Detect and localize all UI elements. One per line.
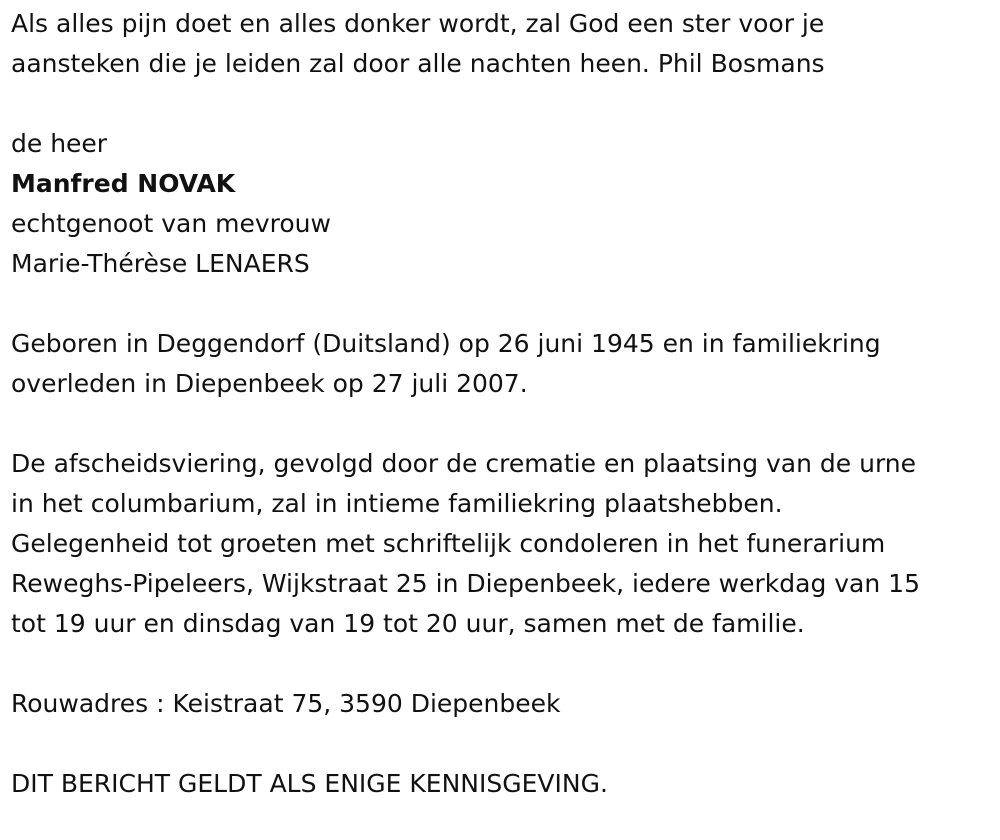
spacer xyxy=(11,404,991,444)
ceremony-line-1: De afscheidsviering, gevolgd door de crematie en plaatsing van de urne xyxy=(11,449,917,478)
mourning-address: Rouwadres : Keistraat 75, 3590 Diepenbeek xyxy=(11,689,561,718)
deceased-name: Manfred NOVAK xyxy=(11,169,236,198)
spacer xyxy=(11,724,991,764)
notice-text: DIT BERICHT GELDT ALS ENIGE KENNISGEVING. xyxy=(11,769,608,798)
ceremony-line-5: tot 19 uur en dinsdag van 19 tot 20 uur, samen met de familie. xyxy=(11,609,805,638)
ceremony-line-2: in het columbarium, zal in intieme familiekring plaatshebben. xyxy=(11,489,783,518)
spacer xyxy=(11,644,991,684)
quote-line-2: aansteken die je leiden zal door alle nachten heen. Phil Bosmans xyxy=(11,49,825,78)
spacer xyxy=(11,284,991,324)
birth-death-line-1: Geboren in Deggendorf (Duitsland) op 26 juni 1945 en in familiekring xyxy=(11,329,881,358)
relation-text: echtgenoot van mevrouw xyxy=(11,209,331,238)
obituary-document xyxy=(11,4,991,804)
spacer xyxy=(11,84,991,124)
quote-line-1: Als alles pijn doet en alles donker wordt, zal God een ster voor je xyxy=(11,9,825,38)
spouse-name: Marie-Thérèse LENAERS xyxy=(11,249,310,278)
ceremony-line-4: Reweghs-Pipeleers, Wijkstraat 25 in Diepenbeek, iedere werkdag van 15 xyxy=(11,569,920,598)
ceremony-line-3: Gelegenheid tot groeten met schriftelijk condoleren in het funerarium xyxy=(11,529,886,558)
birth-death-line-2: overleden in Diepenbeek op 27 juli 2007. xyxy=(11,369,528,398)
title-prefix: de heer xyxy=(11,129,108,158)
